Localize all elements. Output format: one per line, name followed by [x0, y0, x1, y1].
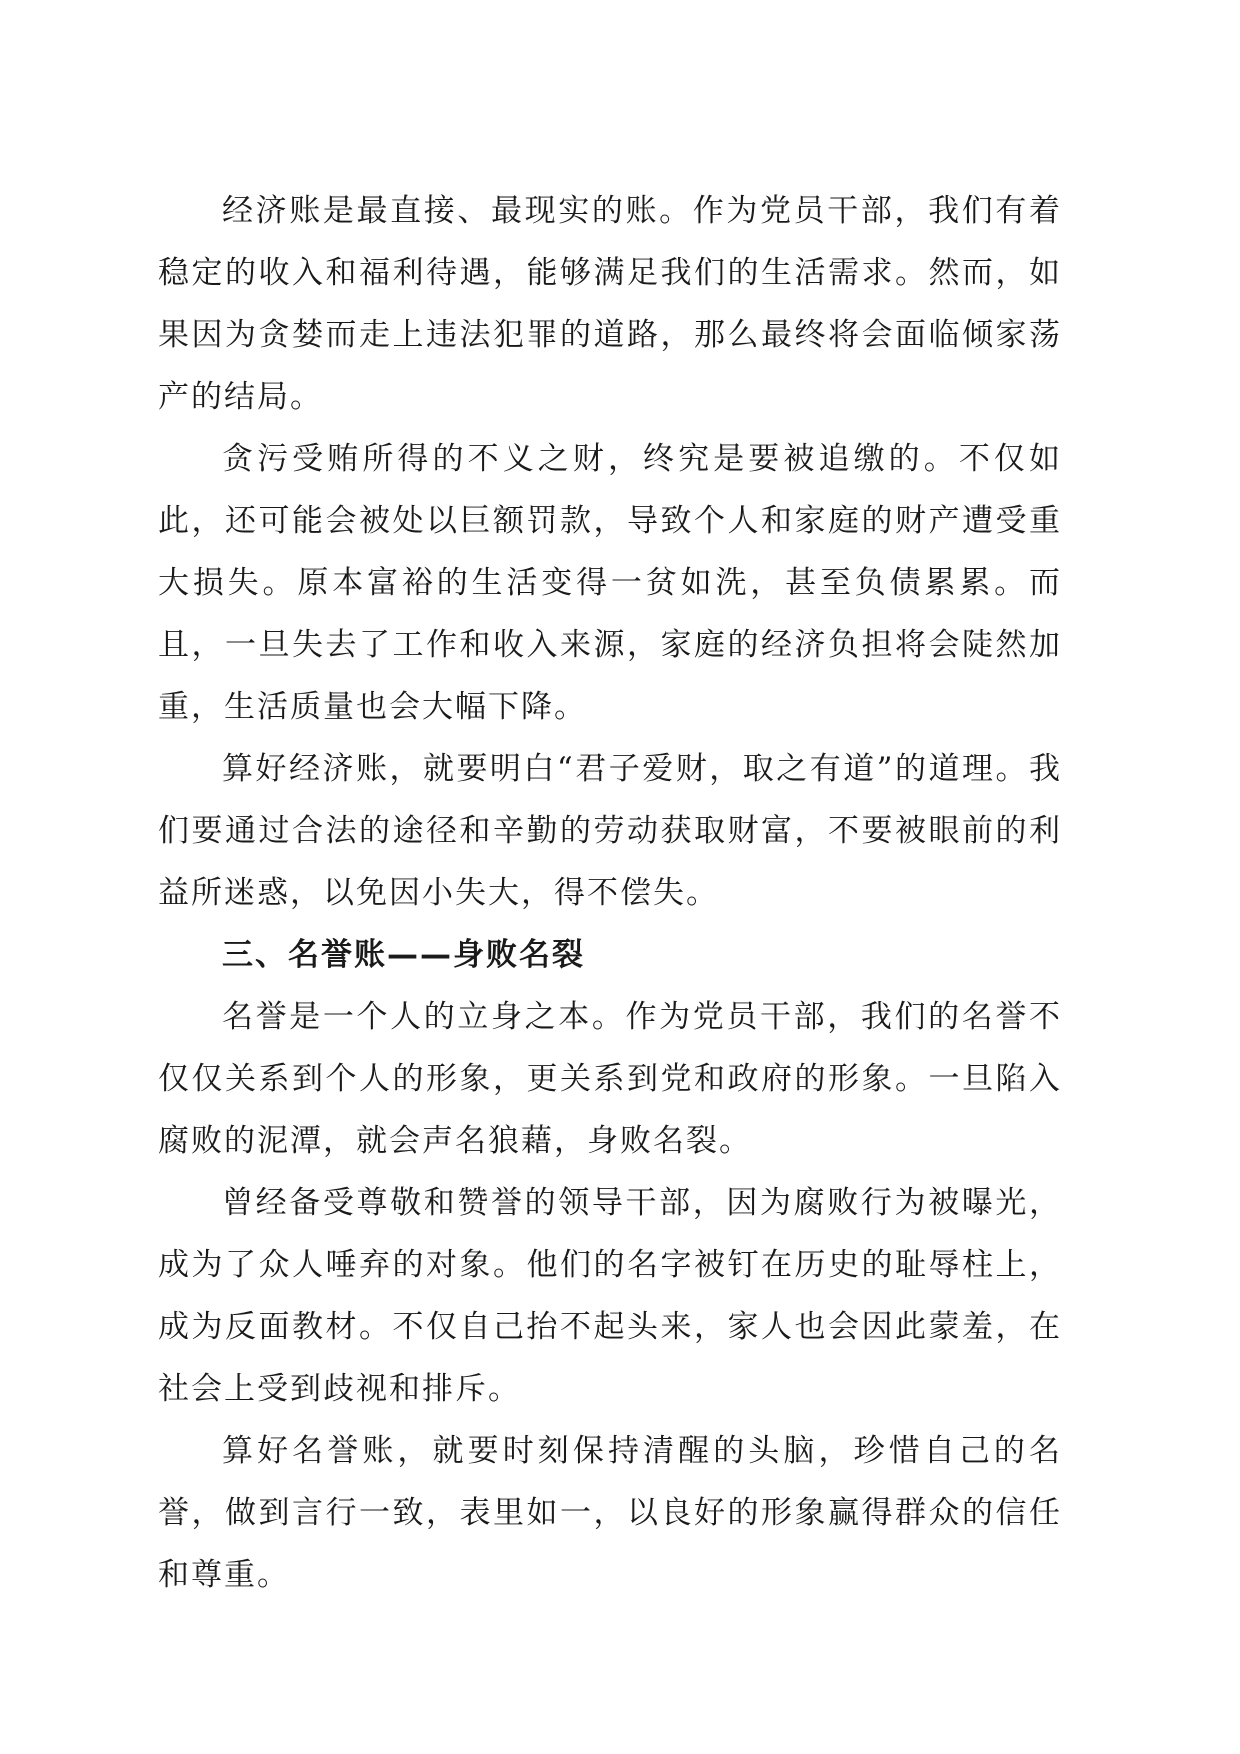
paragraph-reputation-advice: 算好名誉账，就要时刻保持清醒的头脑，珍惜自己的名誉，做到言行一致，表里如一，以良好的形象赢得群众的信任和尊重。: [158, 1433, 1062, 1593]
paragraph-economic-consequences: 贪污受贿所得的不义之财，终究是要被追缴的。不仅如此，还可能会被处以巨额罚款，导致个人和家庭的财产遭受重大损失。原本富裕的生活变得一贫如洗，甚至负债累累。而且，一旦失去了工作和收入来源，家庭的经济负担将会陡然加重，生活质量也会大幅下降。: [158, 441, 1062, 725]
document-page: [158, 180, 1062, 1606]
paragraph-economic-advice: 算好经济账，就要明白“君子爱财，取之有道”的道理。我们要通过合法的途径和辛勤的劳动获取财富，不要被眼前的利益所迷惑，以免因小失大，得不偿失。: [158, 751, 1062, 911]
paragraph-economic-account-intro: 经济账是最直接、最现实的账。作为党员干部，我们有着稳定的收入和福利待遇，能够满足我们的生活需求。然而，如果因为贪婪而走上违法犯罪的道路，那么最终将会面临倾家荡产的结局。: [158, 193, 1062, 415]
paragraph-reputation-consequences: 曾经备受尊敬和赞誉的领导干部，因为腐败行为被曝光，成为了众人唾弃的对象。他们的名字被钉在历史的耻辱柱上，成为反面教材。不仅自己抬不起头来，家人也会因此蒙羞，在社会上受到歧视和排斥。: [158, 1185, 1062, 1407]
paragraph-reputation-intro: 名誉是一个人的立身之本。作为党员干部，我们的名誉不仅仅关系到个人的形象，更关系到党和政府的形象。一旦陷入腐败的泥潭，就会声名狼藉，身败名裂。: [158, 999, 1062, 1159]
section-heading-reputation: 三、名誉账——身败名裂: [222, 937, 585, 973]
